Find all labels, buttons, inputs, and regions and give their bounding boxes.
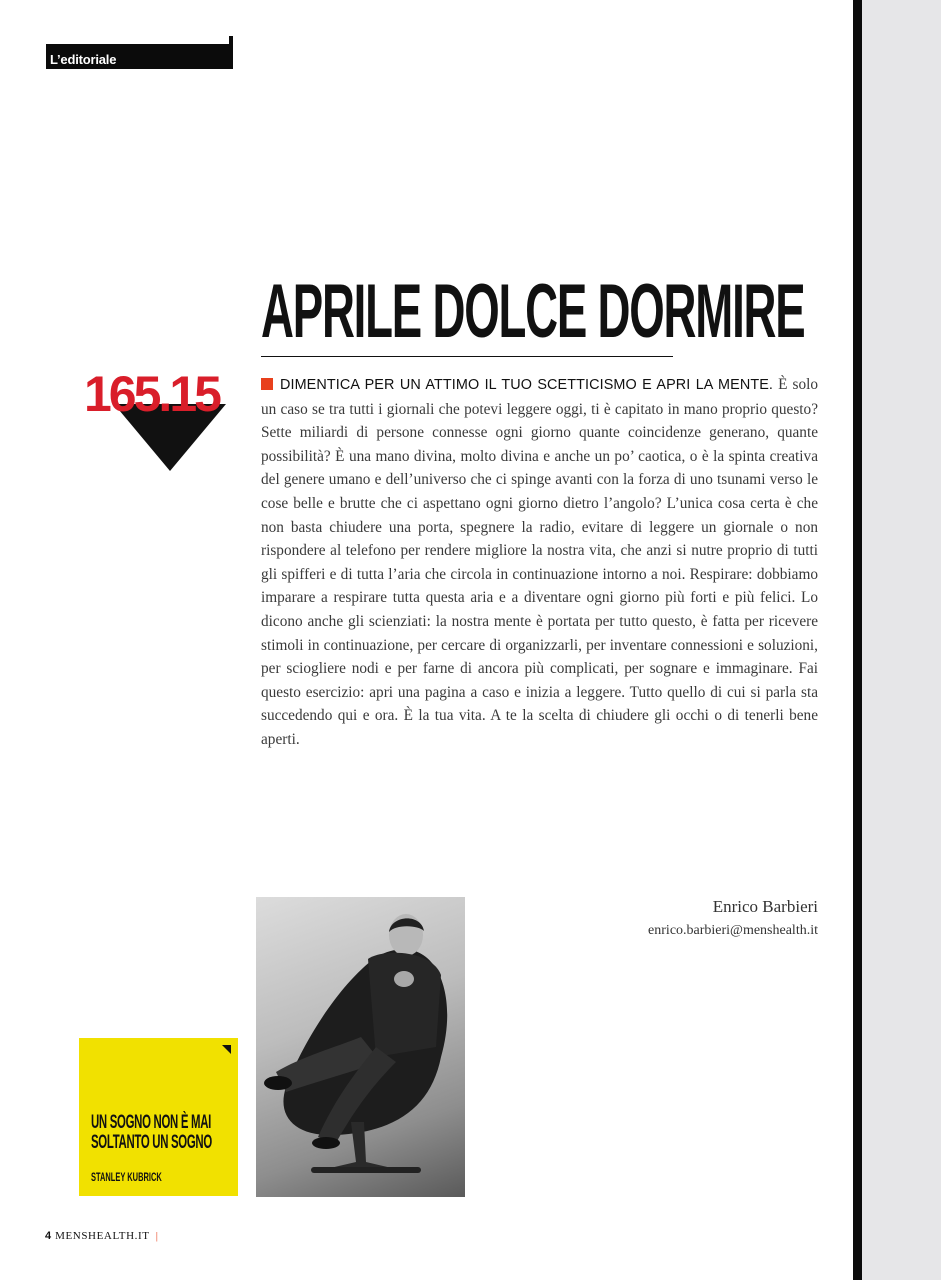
author-signature bbox=[560, 896, 818, 942]
article-title: APRILE DOLCE DORMIRE bbox=[261, 269, 805, 354]
countdown-badge bbox=[84, 368, 239, 478]
author-email[interactable]: enrico.barbieri@menshealth.it bbox=[648, 923, 818, 938]
title-rule bbox=[261, 356, 673, 357]
folio-separator: | bbox=[155, 1230, 159, 1242]
countdown-number: 165.15 bbox=[84, 366, 219, 422]
quote-box bbox=[79, 1038, 238, 1196]
site-name: MENSHEALTH.IT bbox=[55, 1230, 150, 1242]
page-folio bbox=[45, 1230, 159, 1242]
author-name: Enrico Barbieri bbox=[712, 897, 818, 916]
page-number: 4 bbox=[45, 1230, 52, 1242]
corner-triangle-icon bbox=[222, 1045, 231, 1054]
author-photo-illustration bbox=[256, 897, 465, 1197]
article-body-text: È solo un caso se tra tutti i giornali che potevi leggere oggi, ti è capitato in mano proprio questo? Sette miliardi di persone connesse ogni giorno quante coincidenze generano, quante possibilità? È una mano divina, molto divina e anche un po’ caotica, o è la spinta creativa del genere umano e dell’universo che ci spinge avanti con la forza di uno tsunami verso le cose belle e brutte che ci aspettano ogni giorno dietro l’angolo? L’unica cosa certa è che non basta chiudere una porta, spegnere la radio, evitare di leggere un giornale o non rispondere al telefono per rendere migliore la nostra vita, che anzi si nutre proprio di tutti gli spifferi e di tutta l’aria che circola in continuazione intorno a noi. Respirare: dobbiamo imparare a respirare tutta questa aria e a diventare ogni giorno più forti e più felici. Lo dicono anche gli scienziati: la nostra mente è portata per tutto questo, è fatta per ricevere stimoli in continuazione, per cercare di organizzarli, per inventare connessioni e soluzioni, per sciogliere nodi e per farne di ancora più complicati, per sognare e immaginare. Fai questo esercizio: apri una pagina a caso e inizia a leggere. Tutto quello di cui si parla sta succedendo qui e ora. È la tua vita. A te la scelta di chiudere gli occhi o di tenerli bene aperti. bbox=[261, 376, 819, 748]
section-label: L’editoriale bbox=[50, 52, 117, 67]
page-edge bbox=[853, 0, 862, 1280]
article-lead: DIMENTICA PER UN ATTIMO IL TUO SCETTICISMO E APRI LA MENTE. bbox=[280, 377, 774, 393]
lead-square-icon bbox=[261, 378, 273, 390]
section-tab-notch bbox=[229, 36, 233, 46]
page-gutter bbox=[853, 0, 941, 1280]
quote-author: STANLEY KUBRICK bbox=[91, 1172, 162, 1184]
section-tab bbox=[46, 44, 233, 69]
quote-text: UN SOGNO NON È MAI SOLTANTO UN SOGNO bbox=[91, 1112, 212, 1153]
article-body bbox=[261, 373, 818, 752]
author-photo bbox=[256, 897, 465, 1197]
